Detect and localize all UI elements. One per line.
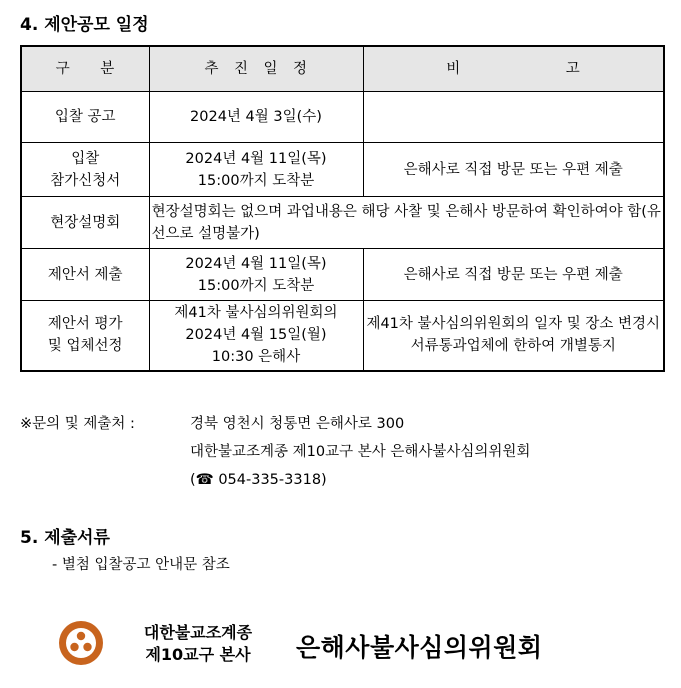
row-label: 입찰 공고 bbox=[21, 92, 149, 143]
table-row bbox=[21, 92, 664, 143]
row-schedule: 제41차 불사심의위원회의 2024년 4월 15일(월) 10:30 은해사 bbox=[149, 301, 363, 371]
row-label: 입찰 참가신청서 bbox=[21, 143, 149, 197]
header-note: 비 고 bbox=[363, 46, 664, 92]
section-4-title: 4. 제안공모 일정 bbox=[20, 15, 149, 35]
table-row bbox=[21, 143, 664, 197]
committee-name: 은해사불사심의위원회 bbox=[296, 633, 543, 662]
table-row bbox=[21, 301, 664, 371]
org-line-1: 대한불교조계종 bbox=[143, 623, 253, 642]
row-note bbox=[363, 92, 664, 143]
temple-logo-icon bbox=[58, 620, 104, 666]
table-row bbox=[21, 249, 664, 301]
row-label: 현장설명회 bbox=[21, 197, 149, 249]
contact-address: 경북 영천시 청통면 은해사로 300 bbox=[190, 416, 405, 432]
row-label: 제안서 평가 및 업체선정 bbox=[21, 301, 149, 371]
section-5-item: - 별첨 입찰공고 안내문 참조 bbox=[52, 557, 230, 573]
header-schedule: 추 진 일 정 bbox=[149, 46, 363, 92]
row-note: 은해사로 직접 방문 또는 우편 제출 bbox=[363, 249, 664, 301]
row-note: 은해사로 직접 방문 또는 우편 제출 bbox=[363, 143, 664, 197]
contact-office: 대한불교조계종 제10교구 본사 은해사불사심의위원회 bbox=[190, 444, 531, 460]
schedule-table bbox=[20, 45, 665, 372]
row-note: 제41차 불사심의위원회의 일자 및 장소 변경시 서류통과업체에 한하여 개별통지 bbox=[363, 301, 664, 371]
org-name bbox=[118, 622, 278, 666]
org-line-2: 제10교구 본사 bbox=[145, 645, 251, 664]
contact-label: ※문의 및 제출처 : bbox=[20, 416, 135, 432]
contact-phone: (☎ 054-335-3318) bbox=[190, 472, 327, 488]
footer-signature bbox=[58, 616, 658, 672]
section-5-title: 5. 제출서류 bbox=[20, 528, 110, 548]
row-schedule: 2024년 4월 3일(수) bbox=[149, 92, 363, 143]
table-header-row bbox=[21, 46, 664, 92]
table-row bbox=[21, 197, 664, 249]
header-category: 구 분 bbox=[21, 46, 149, 92]
row-schedule: 2024년 4월 11일(목) 15:00까지 도착분 bbox=[149, 249, 363, 301]
row-label: 제안서 제출 bbox=[21, 249, 149, 301]
row-merged-note: 현장설명회는 없으며 과업내용은 해당 사찰 및 은해사 방문하여 확인하여야 함(유선으로 설명불가) bbox=[149, 197, 664, 249]
row-schedule: 2024년 4월 11일(목) 15:00까지 도착분 bbox=[149, 143, 363, 197]
